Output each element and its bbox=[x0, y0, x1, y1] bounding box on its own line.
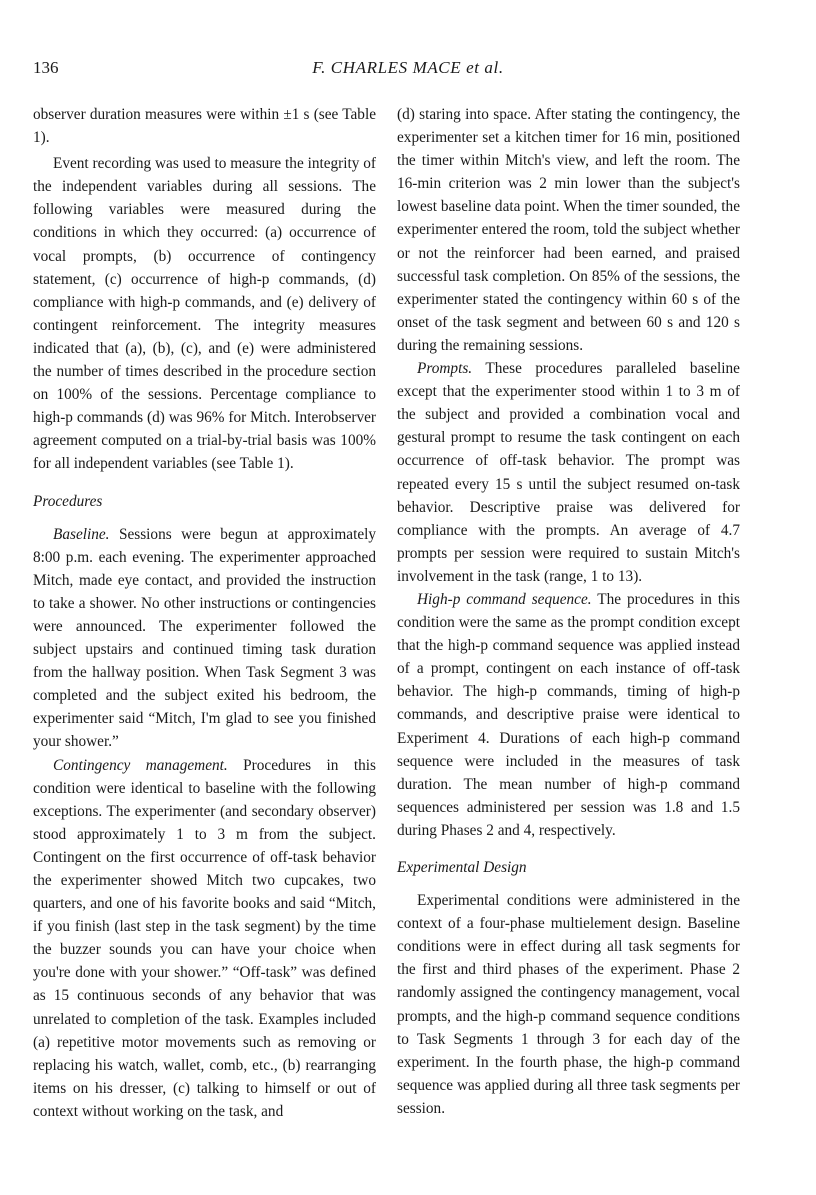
page-number: 136 bbox=[33, 58, 59, 77]
section-heading-procedures: Procedures bbox=[33, 492, 103, 510]
paragraph-prompts bbox=[397, 357, 740, 588]
paragraph-text: Sessions were begun at approximately 8:00 p.m. each evening. The experimenter approached Mitch, made eye contact, and provided the instruction to take a shower. No other instructions or contingencies were announced. The experimenter followed the subject upstairs and continued timing task duration from the hallway position. When Task Segment 3 was completed and the subject exited his bedroom, the experimenter said “Mitch, I'm glad to see you finished your shower.” bbox=[33, 525, 377, 751]
runin-heading: Contingency management. bbox=[53, 756, 228, 774]
section-heading-design: Experimental Design bbox=[397, 859, 527, 876]
paragraph-highp bbox=[397, 588, 740, 842]
paragraph-text: The procedures in this condition were the same as the prompt condition except that the high-p command sequence was applied instead of a prompt, contingent on each instance of off-task behavior. The high-p commands, timing of high-p commands, and descriptive praise were identical to Experiment 4. Durations of each high-p command sequence were included in the measures of task duration. The mean number of high-p command sequences administered per session was 1.8 and 1.5 during Phases 2 and 4, respectively. bbox=[397, 590, 740, 839]
paragraph: (d) staring into space. After stating the contingency, the experimenter set a kitchen timer for 16 min, positioned the timer within Mitch's view, and left the room. The 16-min criterion was 2 min lower than the subject's lowest baseline data point. When the timer sounded, the experimenter entered the room, told the subject whether or not the reinforcer had been earned, and praised successful task completion. On 85% of the sessions, the experimenter stated the contingency within 60 s of the onset of the task segment and between 60 s and 120 s during the remaining sessions. bbox=[397, 106, 740, 354]
paragraph-text: Procedures in this condition were identical to baseline with the following exceptions. The experimenter (and secondary observer) stood approximately 1 to 3 m from the subject. Contingent on the first occurrence of off-task behavior the experimenter showed Mitch two cupcakes, two quarters, and one of his favorite books and said “Mitch, if you finish (last step in the task segment) by the time the buzzer sounds you can have your choice when you're done with your shower.” “Off-task” was defined as 15 continuous seconds of any behavior that was unrelated to completion of the task. Examples included (a) repetitive motor movements such as removing or replacing his watch, wallet, comb, etc., (b) rearranging items on his dresser, (c) talking to himself or out of context without working on the task, and bbox=[33, 756, 376, 1120]
left-column bbox=[33, 103, 376, 1123]
paragraph-contingency bbox=[33, 754, 376, 1124]
runin-heading: High-p command sequence. bbox=[417, 590, 592, 608]
paragraph: observer duration measures were within ±1 s (see Table 1). bbox=[33, 106, 376, 147]
page-header bbox=[0, 58, 816, 84]
runin-heading: Baseline. bbox=[53, 525, 110, 543]
right-column bbox=[397, 103, 740, 1120]
runin-heading: Prompts. bbox=[417, 360, 473, 378]
paragraph-text: These procedures paralleled baseline except that the experimenter stood within 1 to 3 m of the subject and provided a combination vocal and gestural prompt to resume the task contingent on each occurrence of off-task behavior. The prompt was repeated every 15 s until the subject resumed on-task behavior. Descriptive praise was delivered for compliance with the prompts. An average of 4.7 prompts per session were required to sustain Mitch's involvement in the task (range, 1 to 13). bbox=[397, 360, 740, 585]
running-head: F. CHARLES MACE et al. bbox=[312, 58, 504, 77]
paragraph: Event recording was used to measure the integrity of the independent variables during all sessions. The following variables were measured during the conditions in which they occurred: (a) occurrence of vocal prompts, (b) occurrence of contingency statement, (c) occurrence of high-p commands, (d) compliance with high-p commands, and (e) delivery of contingent reinforcement. The integrity measures indicated that (a), (b), (c), and (e) were administered the number of times described in the procedure section on 100% of the sessions. Percentage compliance to high-p commands (d) was 96% for Mitch. Interobserver agreement computed on a trial-by-trial basis was 100% for all independent variables (see Table 1). bbox=[33, 155, 376, 473]
paragraph: Experimental conditions were administered in the context of a four-phase multielement design. Baseline conditions were in effect during all task segments for the first and third phases of the experiment. Phase 2 randomly assigned the contingency management, vocal prompts, and the high-p command sequence conditions to Task Segments 1 through 3 for each day of the experiment. In the fourth phase, the high-p command sequence was applied during all three task segments per session. bbox=[397, 892, 740, 1117]
paragraph-baseline bbox=[33, 523, 376, 754]
